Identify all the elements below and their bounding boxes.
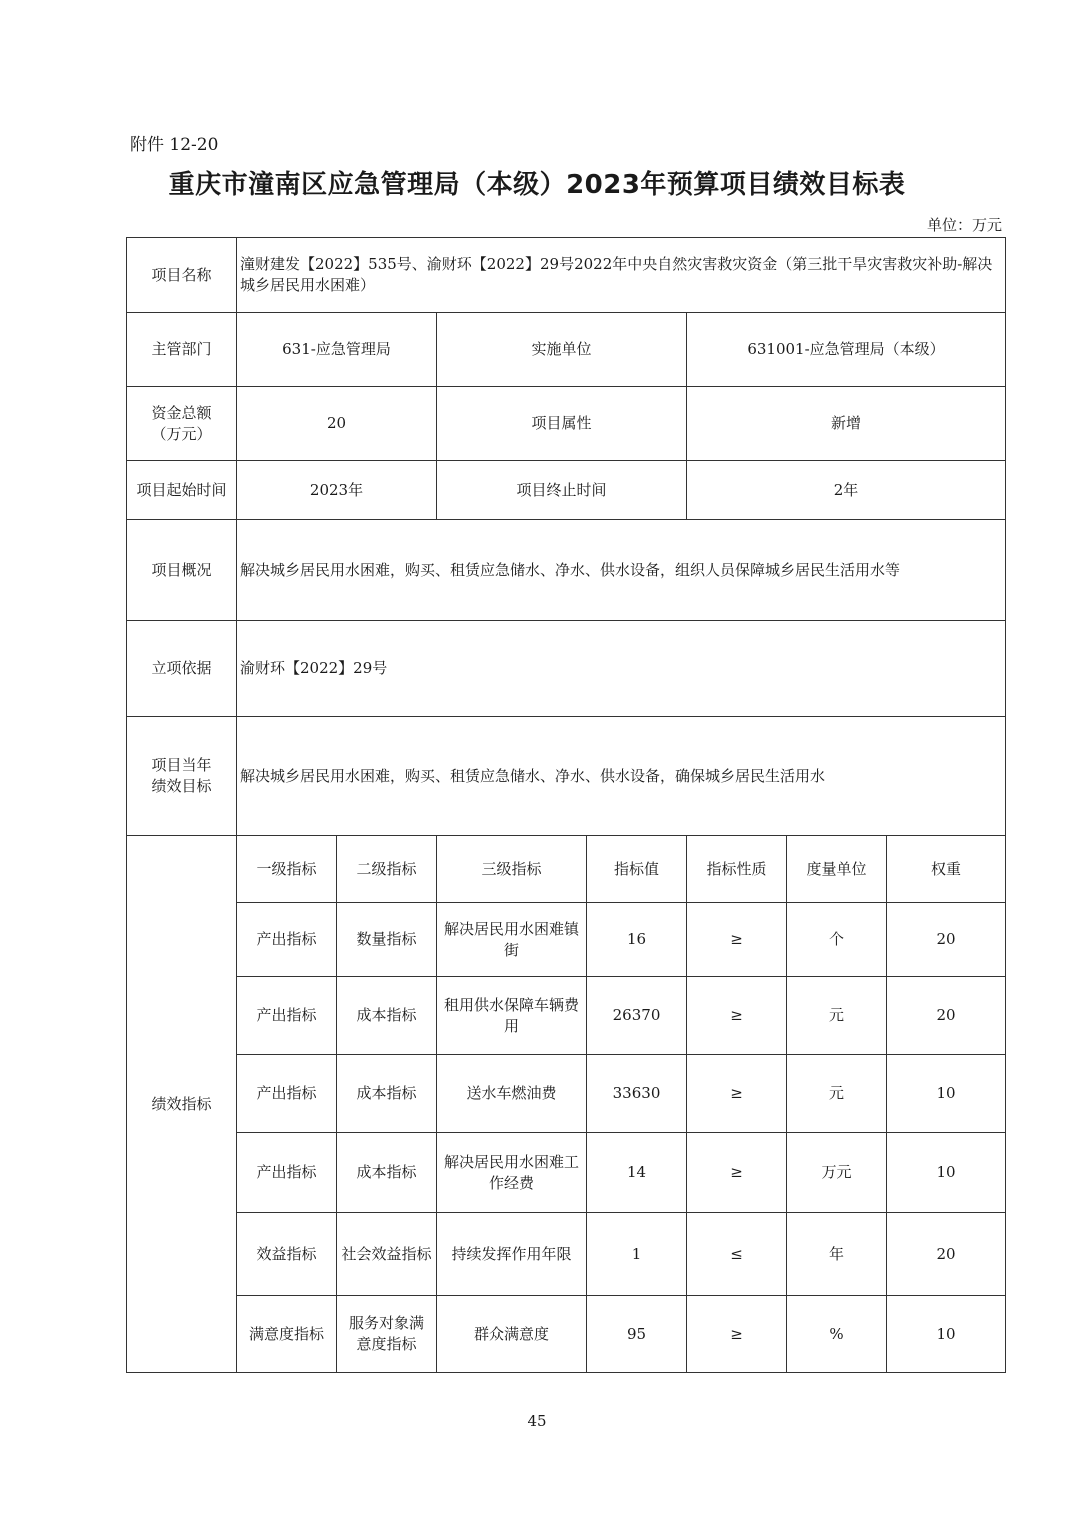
unit-label: 单位：万元 — [926, 216, 1002, 234]
page-number: 45 — [527, 1412, 547, 1430]
header-level2: 二级指标 — [337, 836, 437, 903]
level3-cell: 送水车燃油费 — [437, 1055, 587, 1133]
indicator-row — [127, 903, 1006, 977]
fund-label: 资金总额（万元） — [127, 387, 237, 461]
nature-cell: ≥ — [687, 903, 787, 977]
level2-cell: 数量指标 — [337, 903, 437, 977]
level2-cell: 服务对象满意度指标 — [337, 1296, 437, 1373]
overview-value: 解决城乡居民用水困难，购买、租赁应急储水、净水、供水设备，组织人员保障城乡居民生活用水等 — [237, 520, 1006, 621]
dept-value: 631-应急管理局 — [237, 313, 437, 387]
row-fund — [127, 387, 1006, 461]
value-cell: 33630 — [587, 1055, 687, 1133]
indicator-header-row — [127, 836, 1006, 903]
nature-cell: ≤ — [687, 1213, 787, 1296]
value-cell: 95 — [587, 1296, 687, 1373]
header-level3: 三级指标 — [437, 836, 587, 903]
unit-cell: 元 — [787, 1055, 887, 1133]
unit-cell: % — [787, 1296, 887, 1373]
row-period — [127, 461, 1006, 520]
performance-target-table — [126, 237, 1006, 1373]
nature-cell: ≥ — [687, 1055, 787, 1133]
level2-cell: 成本指标 — [337, 1055, 437, 1133]
level3-cell: 解决居民用水困难工作经费 — [437, 1133, 587, 1213]
header-weight: 权重 — [887, 836, 1006, 903]
header-level1: 一级指标 — [237, 836, 337, 903]
row-department — [127, 313, 1006, 387]
weight-cell: 10 — [887, 1055, 1006, 1133]
level3-cell: 持续发挥作用年限 — [437, 1213, 587, 1296]
row-basis — [127, 621, 1006, 717]
level2-cell: 社会效益指标 — [337, 1213, 437, 1296]
document-title: 重庆市潼南区应急管理局（本级）2023年预算项目绩效目标表 — [168, 170, 906, 200]
level2-cell: 成本指标 — [337, 1133, 437, 1213]
header-value: 指标值 — [587, 836, 687, 903]
basis-label: 立项依据 — [127, 621, 237, 717]
row-overview — [127, 520, 1006, 621]
project-name-label: 项目名称 — [127, 238, 237, 313]
level1-cell: 产出指标 — [237, 903, 337, 977]
level2-cell: 成本指标 — [337, 977, 437, 1055]
end-value: 2年 — [687, 461, 1006, 520]
level1-cell: 产出指标 — [237, 1055, 337, 1133]
nature-cell: ≥ — [687, 1133, 787, 1213]
attr-label: 项目属性 — [437, 387, 687, 461]
dept-label: 主管部门 — [127, 313, 237, 387]
level3-cell: 群众满意度 — [437, 1296, 587, 1373]
end-label: 项目终止时间 — [437, 461, 687, 520]
level1-cell: 产出指标 — [237, 1133, 337, 1213]
indicator-row — [127, 1213, 1006, 1296]
indicator-row — [127, 1133, 1006, 1213]
goal-label: 项目当年绩效目标 — [127, 717, 237, 836]
project-name-value: 潼财建发【2022】535号、渝财环【2022】29号2022年中央自然灾害救灾资金（第三批干旱灾害救灾补助-解决城乡居民用水困难） — [237, 238, 1006, 313]
start-label: 项目起始时间 — [127, 461, 237, 520]
header-nature: 指标性质 — [687, 836, 787, 903]
weight-cell: 20 — [887, 903, 1006, 977]
unit-cell: 个 — [787, 903, 887, 977]
basis-value: 渝财环【2022】29号 — [237, 621, 1006, 717]
impl-label: 实施单位 — [437, 313, 687, 387]
attr-value: 新增 — [687, 387, 1006, 461]
weight-cell: 20 — [887, 1213, 1006, 1296]
overview-label: 项目概况 — [127, 520, 237, 621]
weight-cell: 10 — [887, 1296, 1006, 1373]
row-goal — [127, 717, 1006, 836]
indicator-row — [127, 1296, 1006, 1373]
indicator-row — [127, 977, 1006, 1055]
value-cell: 16 — [587, 903, 687, 977]
value-cell: 26370 — [587, 977, 687, 1055]
level1-cell: 满意度指标 — [237, 1296, 337, 1373]
value-cell: 14 — [587, 1133, 687, 1213]
start-value: 2023年 — [237, 461, 437, 520]
unit-cell: 万元 — [787, 1133, 887, 1213]
level1-cell: 效益指标 — [237, 1213, 337, 1296]
indicator-row — [127, 1055, 1006, 1133]
impl-value: 631001-应急管理局（本级） — [687, 313, 1006, 387]
indicators-section-label: 绩效指标 — [127, 836, 237, 1373]
value-cell: 1 — [587, 1213, 687, 1296]
unit-cell: 年 — [787, 1213, 887, 1296]
level1-cell: 产出指标 — [237, 977, 337, 1055]
level3-cell: 解决居民用水困难镇街 — [437, 903, 587, 977]
goal-value: 解决城乡居民用水困难，购买、租赁应急储水、净水、供水设备，确保城乡居民生活用水 — [237, 717, 1006, 836]
row-project-name — [127, 238, 1006, 313]
fund-value: 20 — [237, 387, 437, 461]
level3-cell: 租用供水保障车辆费用 — [437, 977, 587, 1055]
weight-cell: 10 — [887, 1133, 1006, 1213]
nature-cell: ≥ — [687, 977, 787, 1055]
header-unit: 度量单位 — [787, 836, 887, 903]
weight-cell: 20 — [887, 977, 1006, 1055]
attachment-label: 附件 12-20 — [130, 135, 219, 155]
unit-cell: 元 — [787, 977, 887, 1055]
nature-cell: ≥ — [687, 1296, 787, 1373]
